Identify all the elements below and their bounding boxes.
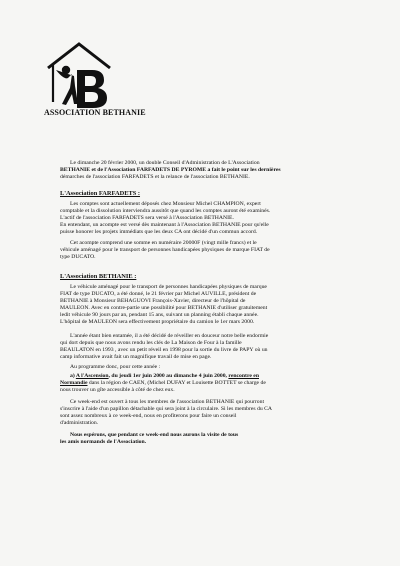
farfadets-paragraph-1 [60, 201, 360, 236]
bethanie-paragraph-1 [60, 284, 360, 327]
text-line: nous trouver un gîte accessible à côté de chez eux. [60, 387, 175, 394]
text-line: ledit véhicule 90 jours par an, pendant 15 ans, suivant un planning établi chaque année. [60, 312, 259, 319]
intro-line: BETHANIE et de l'Association FARFADETS DE PYROME a fait le point sur les dernières [60, 167, 281, 174]
intro-line: démarches de l'association FARFADETS et la relance de l'association BETHANIE. [60, 174, 250, 181]
text-line: BETHANIE à Monsieur BEHAGUOVI François-Xavier, directeur de l'hôpital de [60, 298, 246, 305]
bethanie-paragraph-6 [60, 432, 360, 446]
bethanie-logo [44, 40, 114, 110]
text-line: puisse honorer les projets immédiats que les deux CA ont décidé d'un commun accord. [60, 229, 258, 236]
text-line: L'année étant bien entamée, il a été décidé de réveiller en douceur notre belle endormie [70, 333, 269, 339]
text-line: Au programme donc, pour cette année : [70, 364, 161, 370]
text-line: qui dort depuis que nous avons rendu les clés de La Maison de Four à la famille [60, 340, 242, 347]
bethanie-paragraph-3 [60, 364, 360, 371]
text-fragment: rencontre en [228, 373, 259, 379]
text-fragment: a) [70, 373, 76, 379]
intro-paragraph [60, 160, 360, 181]
bethanie-heading: L'Association BETHANIE : [60, 273, 137, 280]
text-line: s'inscrire à l'aide d'un papillon détachable qui sera joint à la circulaire. Si les membres du CA [60, 406, 273, 413]
text-line: FIAT de type DUCATO, a été donné, le 21 février par Michel AUVILLE, président de [60, 291, 257, 298]
text-line: type DUCATO. [60, 254, 96, 261]
text-fragment: A l'Ascension [75, 373, 109, 379]
text-line: d'administration. [60, 420, 99, 427]
text-line: L'hôpital de MAULEON sera effectivement propriétaire du camion le 1er mars 2000. [60, 319, 255, 326]
text-line: Le véhicule aménagé pour le transport de personnes handicapées physiques de marque [70, 284, 267, 290]
text-line: véhicule aménagé pour le transport de personnes handicapées physiques de marque FIAT de [60, 247, 270, 254]
text-fragment: dans la région de CAEN, (Michel DUFAY et Louisette BOTTET se charge de [87, 380, 266, 387]
text-line: L'actif de l'association FARFADETS sera versé à l'Association BETHANIE. [60, 215, 234, 222]
text-line: En entendant, un acompte est versé dès maintenant à l'Association BETHANIE pour qu'elle [60, 222, 269, 229]
intro-line: Le dimanche 20 février 2000, un double Conseil d'Administration de L'Association [70, 160, 260, 166]
farfadets-heading: L'Association FARFADETS : [60, 190, 141, 197]
text-line: les amis normands de l'Association. [60, 439, 147, 446]
text-line: Cet acompte comprend une somme en numéraire 20000F (vingt mille francs) et le [70, 240, 257, 246]
bethanie-paragraph-5 [60, 399, 360, 427]
bethanie-paragraph-2 [60, 333, 360, 361]
text-line: MAULEON. Avec en contre-partie une possibilité pour BETHANIE d'utiliser gratuitement [60, 305, 268, 312]
text-fragment: , du jeudi 1er juin 2000 au dimanche 4 juin 2000, [108, 373, 229, 379]
farfadets-paragraph-2 [60, 240, 360, 261]
text-line: sont assez nombreux à ce week-end, nous en profiterons pour faire un conseil [60, 413, 237, 420]
text-fragment: Normandie [60, 380, 88, 387]
bethanie-paragraph-4 [60, 373, 360, 394]
logo-caption: ASSOCIATION BETHANIE [44, 108, 146, 117]
text-line: camp informative avait fait un magnifique travail de mise en page. [60, 354, 212, 361]
text-line: Les comptes sont actuellement déposés chez Monsieur Michel CHAMPION, expert [70, 201, 261, 207]
text-line: BEAULATON en 1993 , avec un petit réveil en 1998 pour la sortie du livre de PAPY où un [60, 347, 268, 354]
text-line: comptable et la dissolution interviendra aussitôt que quand les comptes auront été examinés. [60, 208, 271, 215]
text-line: Nous espérons, que pendant ce week-end nous aurons la visite de tous [70, 432, 239, 438]
text-line: Ce week-end est ouvert à tous les membres de l'association BETHANIE qui pourront [70, 399, 265, 405]
